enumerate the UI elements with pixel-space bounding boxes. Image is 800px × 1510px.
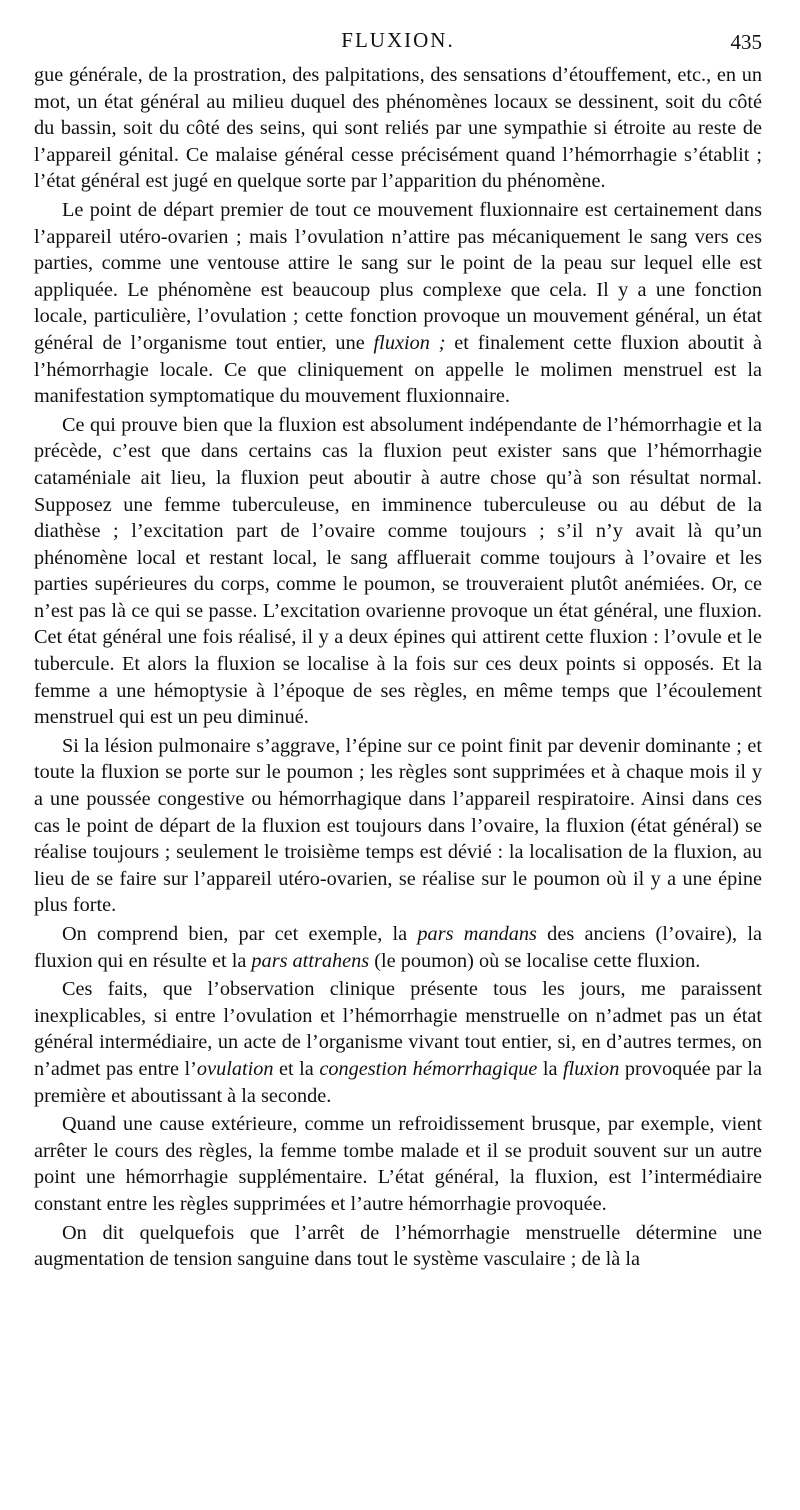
text-run: On dit quelquefois que l’arrêt de l’hémorrhagie menstruelle détermine une augmentation de tension sanguine dans tout le système vasculaire ; de là la — [34, 1221, 762, 1271]
body-text — [34, 62, 762, 1273]
text-run: Si la lésion pulmonaire s’aggrave, l’épine sur ce point finit par devenir dominante ; et toute la fluxion se porte sur le poumon ; les règles sont supprimées et à chaque mois il y a une poussée congestive ou hémorrhagique dans l’appareil respiratoire. Ainsi dans ces cas le point de départ de la fluxion est toujours dans l’ovaire, la fluxion (état général) se réalise toujours ; seulement le troisième temps est dévié : la localisation de la fluxion, au lieu de se faire sur l’appareil utéro-ovarien, se réalise sur le poumon où il y a une épine plus forte. — [34, 734, 762, 917]
italic-text: congestion hémorrhagique — [319, 1057, 538, 1080]
italic-text: pars mandans — [417, 923, 537, 945]
page-number: 435 — [730, 30, 762, 54]
text-run: et la — [273, 1057, 320, 1080]
italic-text: fluxion ; — [373, 331, 446, 354]
text-run: la — [537, 1057, 564, 1080]
italic-text: fluxion — [563, 1057, 620, 1080]
italic-text: pars attrahens — [251, 949, 370, 972]
paragraph — [34, 976, 762, 1109]
running-title: FLUXION. — [341, 28, 455, 52]
paragraph — [34, 197, 762, 410]
paragraph — [34, 1220, 762, 1273]
text-run: Le point de départ premier de tout ce mouvement fluxionnaire est certainement dans l’appareil utéro-ovarien ; mais l’ovulation n’attire pas mécaniquement le sang vers ces parties, comme une ventouse attire le sang sur le point de la peau sur lequel elle est appliquée. Le phénomène est beaucoup plus complexe que cela. Il y a une fonction locale, particulière, l’ovulation ; cette fonction provoque un mouvement général, un état général de l’organisme tout entier, une — [34, 198, 762, 354]
paragraph — [34, 62, 762, 195]
book-page — [34, 22, 762, 1273]
text-run: Ce qui prouve bien que la fluxion est absolument indépendante de l’hémorrhagie et la précède, c’est que dans certains cas la fluxion peut exister sans que l’hémorrhagie cataméniale ait lieu, la fluxion peut aboutir à autre chose qu’à son résultat normal. Supposez une femme tuberculeuse, en imminence tuberculeuse ou au début de la diathèse ; l’excitation part de l’ovaire comme toujours ; s’il n’y avait là qu’un phénomène local et restant local, le sang affluerait comme toujours à l’ovaire et les parties supérieures du corps, comme le poumon, se trouveraient plutôt anémiées. Or, ce n’est pas là ce qui se passe. L’excitation ovarienne provoque un état général, une fluxion. Cet état général une fois réalisé, il y a deux épines qui attirent cette fluxion : l’ovule et le tubercule. Et alors la fluxion se localise à la fois sur ces deux points si opposés. Et la femme a une hémoptysie à l’époque de ses règles, en même temps que l’écoulement menstruel qui est un peu diminué. — [34, 413, 762, 729]
text-run: (le poumon) où se localise cette fluxion. — [369, 949, 701, 972]
text-run: Quand une cause extérieure, comme un refroidissement brusque, par exemple, vient arrêter le cours des règles, la femme tombe malade et il se produit souvent sur un autre point une hémorrhagie supplémentaire. L’état général, la fluxion, est l’intermédiaire constant entre les règles supprimées et l’autre hémorrhagie provoquée. — [34, 1113, 762, 1215]
text-run: On comprend bien, par cet exemple, la — [62, 923, 418, 945]
paragraph — [34, 412, 762, 731]
text-run: Ces faits, que l’observation clinique présente tous les jours, me paraissent inexplicables, si entre l’ovulation et l’hémorrhagie menstruelle on n’admet pas un état général intermédiaire, un acte de l’organisme vivant tout entier, si, en d’autres termes, on n’admet pas entre l’ — [34, 978, 762, 1080]
text-run: gue générale, de la prostration, des palpitations, des sensations d’étouffement, etc., en un mot, un état général au milieu duquel des phénomènes locaux se dessinent, soit du côté du bassin, soit du côté des seins, qui sont reliés par une sympathie si étroite au reste de l’appareil génital. Ce malaise général cesse précisément quand l’hémorrhagie s’établit ; l’état général est jugé en quelque sorte par l’apparition du phénomène. — [34, 64, 762, 193]
paragraph — [34, 733, 762, 919]
text-run: provoquée par la première et aboutissant à la seconde. — [34, 1057, 762, 1107]
text-run: des anciens (l’ovaire), la fluxion qui en résulte et la — [34, 923, 762, 972]
italic-text: ovulation — [196, 1057, 274, 1080]
paragraph — [34, 921, 762, 974]
paragraph — [34, 1111, 762, 1217]
text-run: et finalement cette fluxion aboutit à l’hémorrhagie locale. Ce que cliniquement on appelle le molimen menstruel est la manifestation symptomatique du mouvement fluxionnaire. — [34, 331, 762, 408]
page-header — [34, 22, 762, 56]
